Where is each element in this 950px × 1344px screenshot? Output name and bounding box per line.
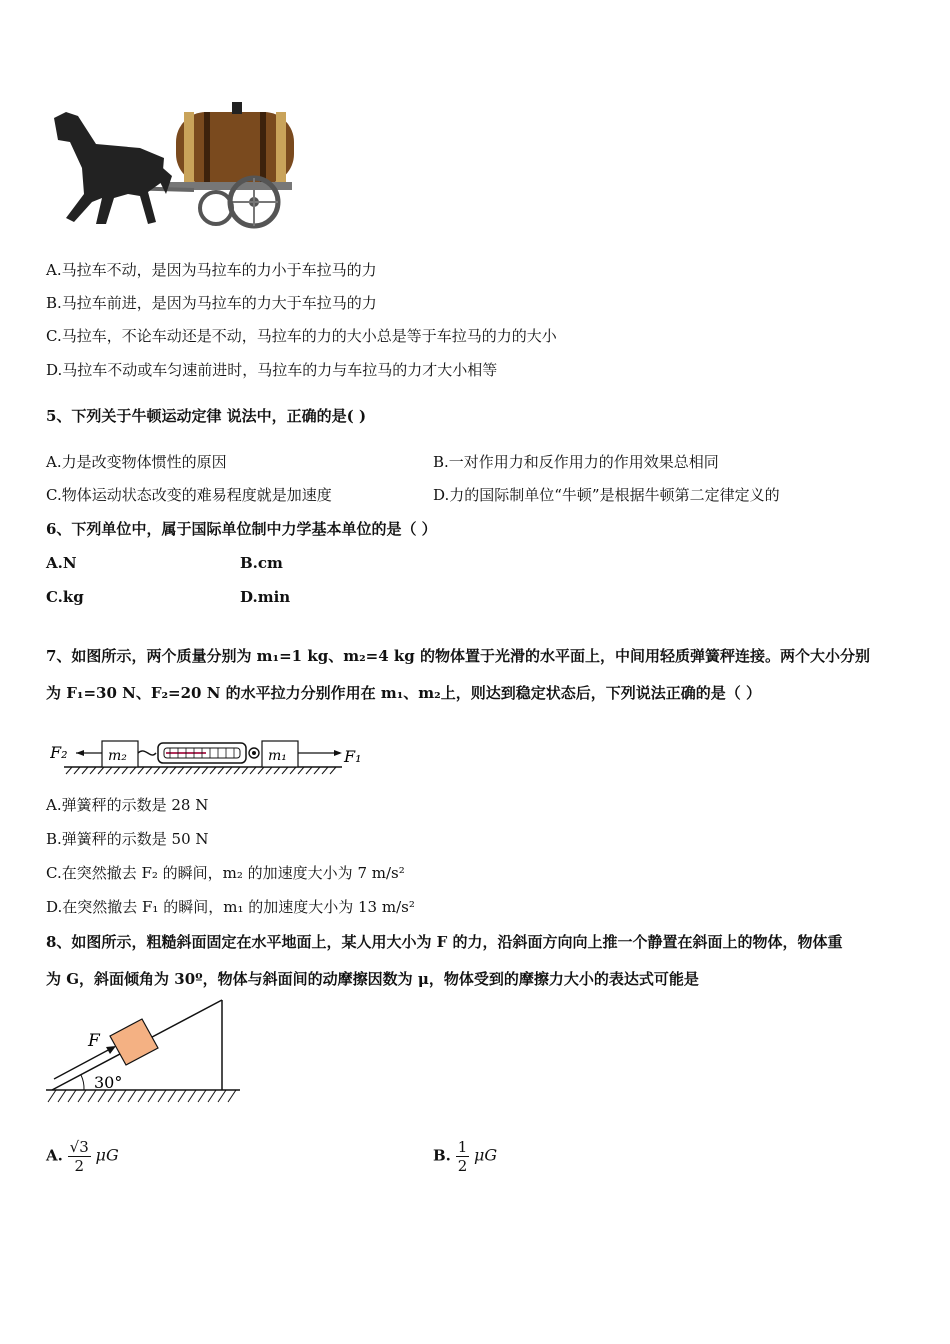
q8-option-b-num: 1 (457, 1138, 468, 1156)
angle-label: 30° (94, 1073, 123, 1092)
q4-option-b: B.马拉车前进，是因为马拉车的力大于车拉马的力 (46, 294, 377, 312)
q4-option-c: C.马拉车，不论车动还是不动，马拉车的力的大小总是等于车拉马的力的大小 (46, 327, 557, 345)
q8-option-a (46, 1138, 119, 1175)
horse-cart-illustration (44, 98, 296, 238)
q7-stem-line2: 为 F₁=30 N、F₂=20 N 的水平拉力分别作用在 m₁、m₂上，则达到稳定状态后，下列说法正确的是（ ） (46, 684, 761, 702)
force-label: F (88, 1031, 100, 1051)
q8-option-a-num: √3 (69, 1138, 89, 1156)
q6-stem: 6、下列单位中，属于国际单位制中力学基本单位的是（ ） (46, 520, 437, 538)
q4-option-a: A.马拉车不动，是因为马拉车的力小于车拉马的力 (46, 261, 377, 279)
f2-label: F₂ (50, 743, 68, 762)
incline-diagram (44, 998, 244, 1108)
q6-option-b: B.cm (240, 554, 283, 572)
q8-option-a-den: 2 (74, 1157, 84, 1175)
q5-stem: 5、下列关于牛顿运动定律 说法中，正确的是( ) (46, 407, 367, 425)
q5-option-c: C.物体运动状态改变的难易程度就是加速度 (46, 486, 332, 504)
q8-stem-line1: 8、如图所示，粗糙斜面固定在水平地面上，某人用大小为 F 的力，沿斜面方向向上推一个静置在斜面上的物体，物体重 (46, 933, 843, 951)
spring-scale-diagram (50, 736, 370, 778)
q4-option-d: D.马拉车不动或车匀速前进时，马拉车的力与车拉马的力才大小相等 (46, 361, 498, 379)
q8-option-a-label: A. (46, 1146, 63, 1165)
q7-stem-line1: 7、如图所示，两个质量分别为 m₁=1 kg、m₂=4 kg 的物体置于光滑的水平面上，中间用轻质弹簧秤连接。两个大小分别 (46, 647, 870, 665)
q5-option-a: A.力是改变物体惯性的原因 (46, 453, 227, 471)
q6-option-a: A.N (46, 554, 77, 572)
q8-option-b-tail: μG (474, 1145, 498, 1165)
q7-option-d: D.在突然撤去 F₁ 的瞬间，m₁ 的加速度大小为 13 m/s² (46, 898, 415, 916)
barrel-icon (176, 102, 294, 184)
q8-option-b-den: 2 (457, 1157, 468, 1175)
q8-stem-line2: 为 G，斜面倾角为 30º，物体与斜面间的动摩擦因数为 μ，物体受到的摩擦力大小的表达式可能是 (46, 970, 699, 988)
q8-option-b-fraction (456, 1138, 470, 1175)
horse-icon (54, 112, 172, 224)
q7-option-b: B.弹簧秤的示数是 50 N (46, 830, 209, 848)
q5-option-d: D.力的国际制单位“牛顿”是根据牛顿第二定律定义的 (433, 486, 780, 504)
q5-option-b: B.一对作用力和反作用力的作用效果总相同 (433, 453, 719, 471)
f1-label: F₁ (344, 747, 362, 766)
q8-option-b (433, 1138, 497, 1175)
q8-option-a-fraction (68, 1138, 91, 1175)
q6-option-d: D.min (240, 588, 291, 606)
q6-option-c: C.kg (46, 588, 84, 606)
block (110, 1019, 158, 1065)
q8-option-a-tail: μG (95, 1145, 119, 1165)
m2-label: m₂ (108, 748, 127, 764)
q8-option-b-label: B. (433, 1146, 451, 1165)
m1-label: m₁ (268, 748, 287, 764)
q7-option-c: C.在突然撤去 F₂ 的瞬间，m₂ 的加速度大小为 7 m/s² (46, 864, 405, 882)
q7-option-a: A.弹簧秤的示数是 28 N (46, 796, 209, 814)
